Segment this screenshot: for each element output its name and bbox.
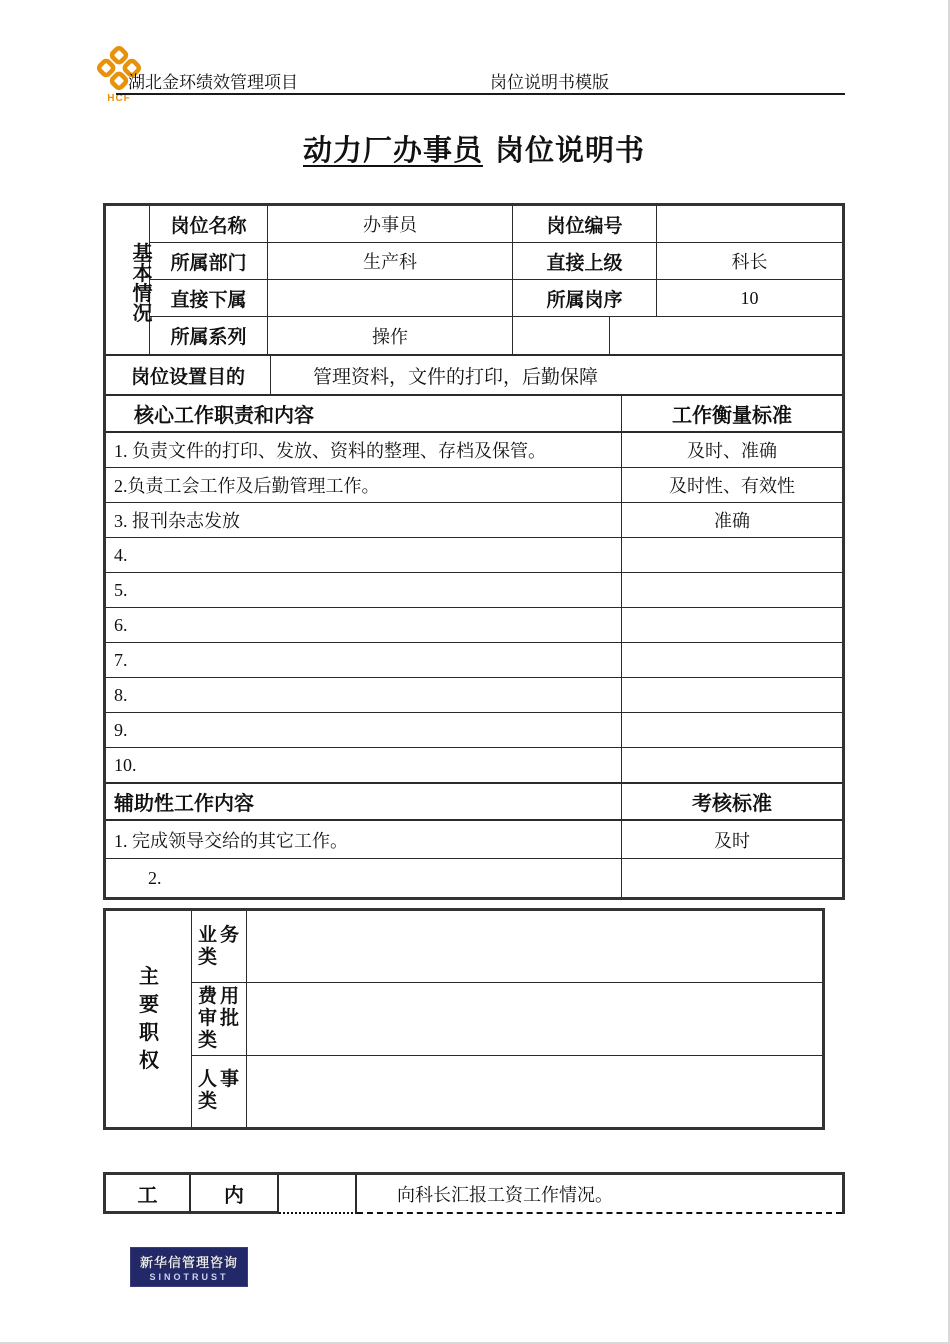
report-table [103,1172,845,1214]
basic-info-section [106,206,842,356]
title-position-name: 动力厂办事员 [302,135,483,167]
core-duties-header-right: 工作衡量标准 [672,405,792,427]
core-duties-header [106,396,842,433]
authority-category-label: 人事类 [192,1056,247,1127]
table-row [150,317,842,354]
authority-category-label: 业务类 [192,911,247,982]
aux-duties-header-left: 辅助性工作内容 [106,784,622,819]
field-label: 所属部门 [150,243,268,279]
authority-category-label: 费用审批类 [192,983,247,1054]
field-value: 生产科 [268,243,513,279]
duty-row [106,608,842,643]
job-description-table [103,203,845,900]
table-row [150,243,842,280]
duty-text: 10. [106,748,622,782]
duty-text: 5. [106,573,622,607]
aux-duty-row [106,859,842,897]
duty-text: 9. [106,713,622,747]
field-label: 所属系列 [150,317,268,354]
aux-duty-text: 2. [106,859,622,897]
field-value: 办事员 [268,206,513,242]
duty-text: 8. [106,678,622,712]
core-duties-header-left: 核心工作职责和内容 [106,396,622,431]
field-label: 岗位编号 [513,206,657,242]
report-cell-nei: 内 [191,1175,279,1214]
duty-text: 1. 负责文件的打印、发放、资料的整理、存档及保管。 [106,433,622,467]
authority-value [247,1056,822,1127]
report-cell-gong: 工 [106,1175,191,1214]
duty-row [106,643,842,678]
duty-standard: 及时性、有效性 [669,476,795,496]
empty-cell [610,317,842,354]
duty-standard [622,713,842,747]
duty-standard [622,538,842,572]
authority-value [247,911,822,982]
aux-duty-row [106,821,842,859]
page-title [0,128,948,169]
duty-row [106,503,842,538]
aux-duty-standard: 及时 [714,830,750,851]
field-label: 直接上级 [513,243,657,279]
header-project-name: 湖北金环绩效管理项目 [128,73,298,92]
field-label: 岗位名称 [150,206,268,242]
aux-duties-header-right: 考核标准 [692,793,772,815]
duty-standard: 准确 [714,511,750,531]
title-doc-name: 岗位说明书 [495,135,646,167]
basic-info-side-cell [106,206,153,354]
field-label: 直接下属 [150,280,268,316]
duty-text: 6. [106,608,622,642]
duty-row [106,678,842,713]
field-value: 操作 [268,317,513,354]
aux-duty-text: 1. 完成领导交给的其它工作。 [106,821,622,858]
authority-vertical-label: 主要职权 [139,966,159,1072]
duty-row [106,573,842,608]
duty-standard: 及时、准确 [687,441,777,461]
purpose-row [106,356,842,396]
duty-row [106,433,842,468]
duty-row [106,538,842,573]
report-value: 向科长汇报工资工作情况。 [357,1175,842,1214]
header-doc-type: 岗位说明书模版 [490,73,609,92]
aux-duties-header [106,783,842,821]
duty-standard [622,748,842,782]
authority-row [192,983,822,1055]
duty-standard [622,678,842,712]
authority-table [103,908,825,1130]
table-row [150,280,842,317]
duty-text: 3. 报刊杂志发放 [106,503,622,537]
purpose-value: 管理资料，文件的打印，后勤保障 [313,366,599,388]
empty-cell [513,317,610,354]
authority-value [247,983,822,1054]
duty-standard [622,608,842,642]
field-value: 10 [740,287,759,308]
duty-text: 7. [106,643,622,677]
duty-text: 4. [106,538,622,572]
footer-logo [130,1247,248,1287]
field-label: 所属岗序 [513,280,657,316]
purpose-label: 岗位设置目的 [106,356,271,394]
basic-info-vertical-label: 基本情况 [132,243,153,325]
logo-text: HCF [107,93,131,104]
header-rule [116,93,845,95]
footer-logo-english: SINOTRUST [149,1272,229,1282]
aux-duty-standard [622,859,842,897]
footer-logo-chinese: 新华信管理咨询 [139,1255,238,1270]
field-value: 科长 [731,252,768,272]
table-row [150,206,842,243]
duty-standard [622,573,842,607]
duty-standard [622,643,842,677]
duty-row [106,748,842,783]
report-empty-cell [279,1175,357,1214]
authority-row [192,1056,822,1127]
field-value [268,280,513,316]
authority-rows [192,911,822,1127]
authority-row [192,911,822,983]
duty-row [106,468,842,503]
basic-info-rows [150,206,842,354]
duty-row [106,713,842,748]
authority-side-cell [106,911,192,1127]
duty-text: 2.负责工会工作及后勤管理工作。 [106,468,622,502]
field-value [657,206,842,242]
